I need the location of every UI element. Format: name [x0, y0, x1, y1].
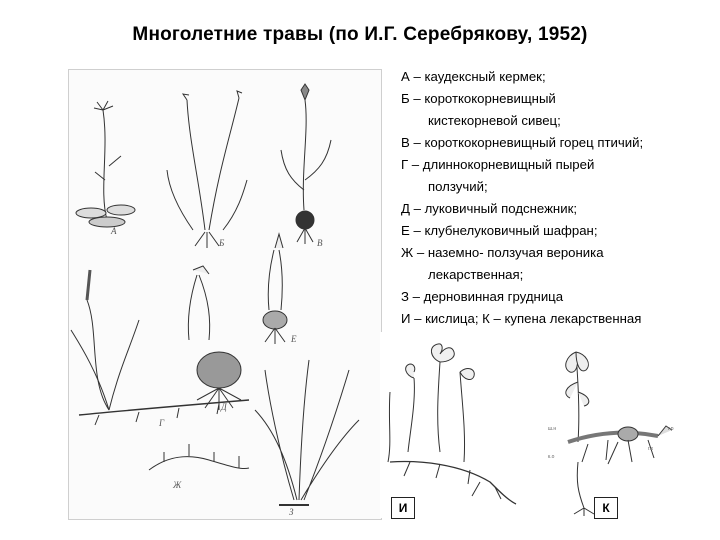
svg-text:Е: Е [291, 334, 297, 344]
legend-line-b-cont: кистекорневой сивец; [428, 113, 561, 128]
legend-line-d: Д – луковичный подснежник; [401, 201, 578, 216]
legend-line-g-cont: ползучий; [428, 179, 488, 194]
slide-title: Многолетние травы (по И.Г. Серебрякову, 1952) [132, 24, 588, 45]
svg-text:A: A [111, 226, 117, 236]
legend-line-b: Б – короткокорневищный [401, 91, 556, 106]
legend-line-a: А – каудексный кермек; [401, 69, 546, 84]
svg-text:З: З [289, 507, 294, 517]
svg-text:Д: Д [221, 402, 227, 412]
oxalis-drawing-icon [380, 332, 528, 518]
svg-text:r.к: r.к [648, 446, 653, 452]
legend-line-i-k: И – кислица; К – купена лекарственная [401, 311, 642, 326]
polygonatum-drawing-icon [528, 332, 704, 518]
legend-line-z: З – дерновинная грудница [401, 289, 564, 304]
legend-line-v: В – короткокорневищный горец птичий; [401, 135, 644, 150]
svg-text:Б: Б [219, 238, 225, 248]
svg-text:Ж: Ж [173, 480, 182, 490]
legend-line-g: Г – длиннокорневищный пырей [401, 157, 595, 172]
botanical-drawing-icon [68, 69, 382, 520]
svg-text:r.p: r.p [668, 426, 674, 432]
svg-text:Г: Г [159, 418, 165, 428]
legend-line-zh-cont: лекарственная; [428, 267, 524, 282]
legend-line-zh: Ж – наземно- ползучая вероника [401, 245, 604, 260]
species-legend [401, 66, 713, 330]
svg-text:В: В [317, 238, 323, 248]
tag-oxalis: И [391, 497, 415, 519]
tag-polygonatum: К [594, 497, 618, 519]
legend-line-e: Е – клубнелуковичный шафран; [401, 223, 598, 238]
svg-text:ш.н: ш.н [548, 426, 557, 432]
svg-text:к.о: к.о [548, 454, 555, 460]
